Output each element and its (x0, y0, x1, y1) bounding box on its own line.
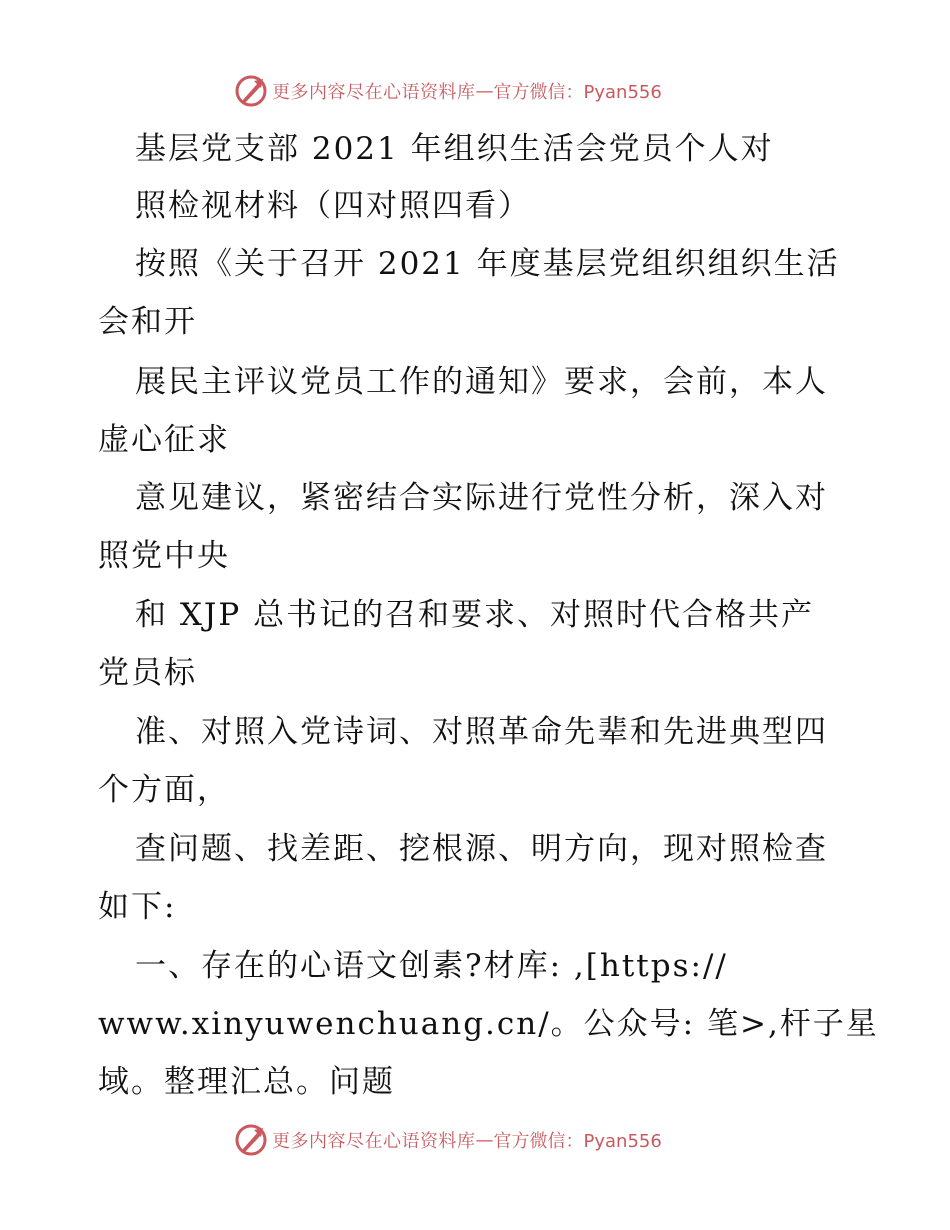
quill-logo-icon (234, 1123, 268, 1157)
doc-line: 意见建议，紧密结合实际进行党性分析，深入对 (135, 480, 828, 516)
doc-line: 基层党支部 2021 年组织生活会党员个人对 (135, 131, 774, 167)
doc-line: 如下: (98, 889, 177, 925)
watermark-dash: — (475, 1129, 494, 1151)
watermark-footer (234, 1122, 662, 1158)
doc-line: 照党中央 (98, 538, 230, 574)
doc-line: 准、对照入党诗词、对照革命先辈和先进典型四 (135, 714, 828, 750)
doc-line: 域。整理汇总。问题 (98, 1064, 395, 1100)
doc-line: 会和开 (98, 304, 197, 340)
doc-line: www.xinyuwenchuang.cn/。公众号: 笔>,杆子星 (98, 1006, 879, 1042)
watermark-dash: — (475, 80, 494, 102)
doc-line: 个方面， (98, 772, 230, 808)
doc-line: 查问题、找差距、挖根源、明方向，现对照检查 (135, 831, 828, 867)
doc-line: 一、存在的心语文创素?材库: ,[https:// (135, 948, 728, 984)
watermark-header (234, 73, 662, 109)
doc-line: 党员标 (98, 655, 197, 691)
doc-line: 和 XJP 总书记的召和要求、对照时代合格共产 (135, 597, 815, 633)
watermark-wechat-text: 官方微信：Pyan556 (493, 82, 662, 103)
watermark-wechat-text: 官方微信：Pyan556 (493, 1131, 662, 1152)
doc-line: 展民主评议党员工作的通知》要求，会前，本人 (135, 364, 828, 400)
watermark-site-text: 更多内容尽在心语资料库 (272, 1131, 476, 1152)
doc-line: 照检视材料（四对照四看） (135, 188, 531, 224)
watermark-site-text: 更多内容尽在心语资料库 (272, 82, 476, 103)
doc-line: 虚心征求 (98, 422, 230, 458)
quill-logo-icon (234, 74, 268, 108)
doc-line: 按照《关于召开 2021 年度基层党组织组织生活 (135, 246, 840, 282)
